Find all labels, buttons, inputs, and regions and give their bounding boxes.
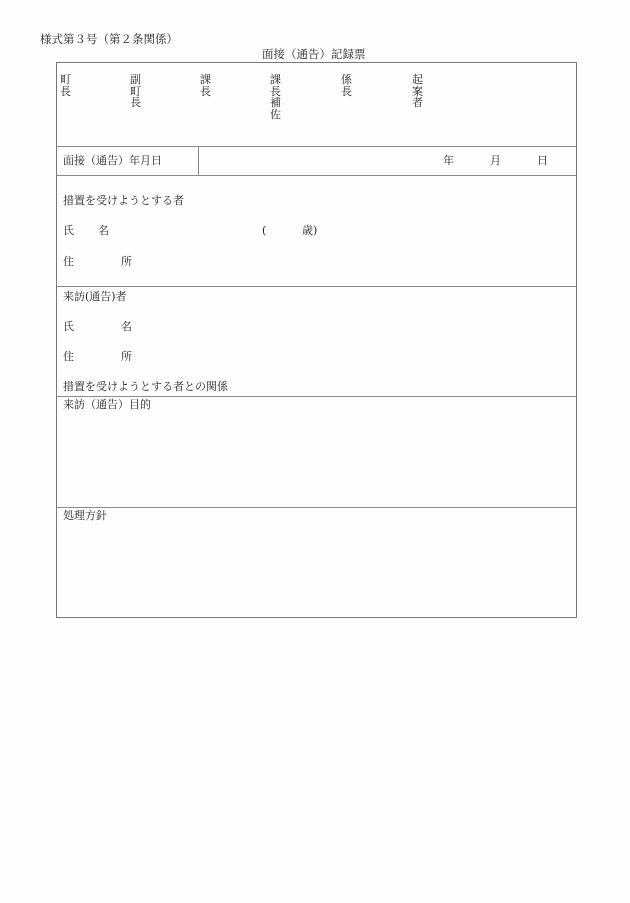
visitor-name-label-2: 名 — [121, 320, 132, 333]
approval-column-deputy-mayor[interactable]: 副町長 — [130, 73, 141, 109]
visitor-heading: 来訪(通告)者 — [63, 290, 127, 303]
form-number: 様式第３号（第２条関係） — [40, 32, 178, 46]
visitor-relation-label: 措置を受けようとする者との関係 — [63, 380, 228, 393]
subject-age-open: ( — [262, 224, 267, 237]
divider — [57, 146, 576, 147]
approval-column-mayor[interactable]: 町長 — [60, 73, 71, 98]
record-form-table — [56, 62, 577, 618]
subject-name-label-1: 氏 — [63, 224, 74, 237]
policy-heading: 処理方針 — [63, 509, 107, 522]
day-label: 日 — [537, 154, 548, 167]
subject-address-label-2: 所 — [121, 255, 132, 268]
subject-heading: 措置を受けようとする者 — [63, 194, 184, 207]
subject-name-label-2: 名 — [98, 224, 109, 237]
month-label: 月 — [490, 154, 501, 167]
subject-age-label: 歳) — [302, 224, 318, 237]
approval-column-assistant-chief[interactable]: 課長補佐 — [270, 73, 281, 121]
visitor-name-label-1: 氏 — [63, 320, 74, 333]
divider — [57, 396, 576, 397]
divider — [57, 175, 576, 176]
date-row-label: 面接（通告）年月日 — [63, 154, 162, 167]
approval-column-unit-chief[interactable]: 係長 — [341, 73, 352, 98]
form-title: 面接（通告）記録票 — [262, 47, 366, 61]
divider — [198, 146, 199, 175]
subject-address-label-1: 住 — [63, 255, 74, 268]
visitor-address-label-2: 所 — [121, 350, 132, 363]
visitor-address-label-1: 住 — [63, 350, 74, 363]
divider — [57, 507, 576, 508]
approval-column-section-chief[interactable]: 課長 — [200, 73, 211, 98]
purpose-heading: 来訪（通告）目的 — [63, 398, 151, 411]
divider — [57, 286, 576, 287]
year-label: 年 — [443, 154, 454, 167]
approval-column-drafter[interactable]: 起案者 — [412, 73, 423, 109]
